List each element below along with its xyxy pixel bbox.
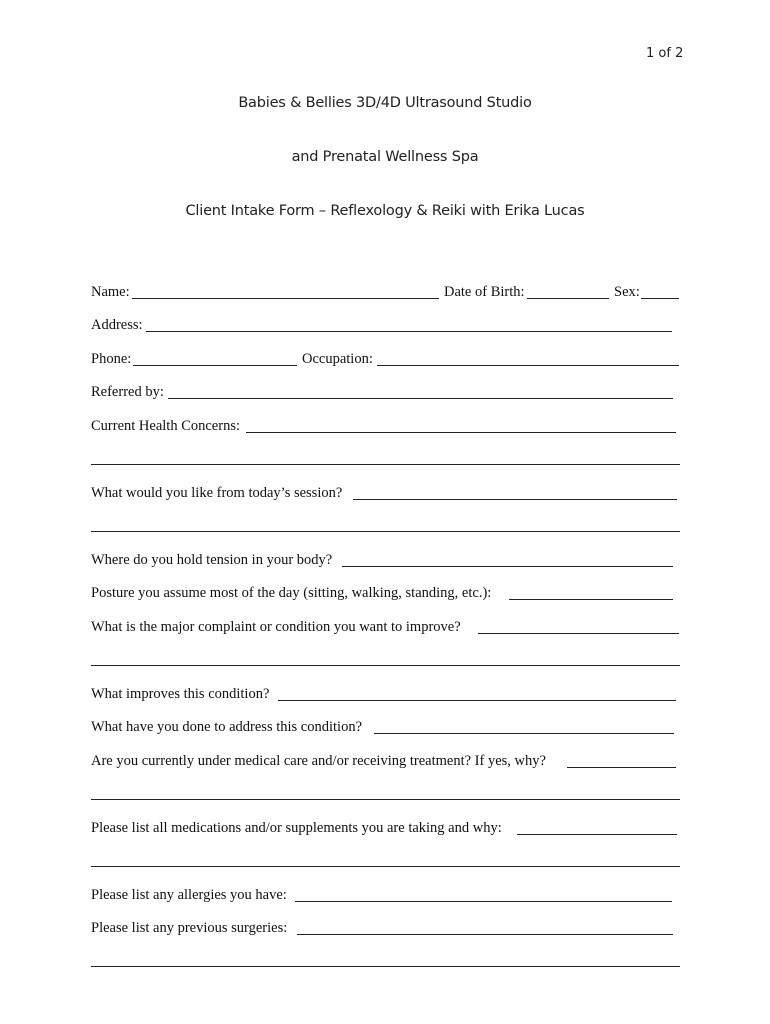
addressed-field[interactable] (374, 733, 674, 734)
medical-care-label: Are you currently under medical care and/or receiving treatment? If yes, why? (91, 753, 546, 769)
medications-label: Please list all medications and/or supplements you are taking and why: (91, 820, 502, 836)
improves-field[interactable] (278, 700, 676, 701)
surgeries-continuation[interactable] (91, 966, 680, 967)
surgeries-field[interactable] (297, 934, 673, 935)
improves-label: What improves this condition? (91, 686, 270, 702)
session-goal-label: What would you like from today’s session? (91, 485, 343, 501)
posture-label: Posture you assume most of the day (sitting, walking, standing, etc.): (91, 585, 492, 601)
posture-field[interactable] (509, 599, 673, 600)
addressed-label: What have you done to address this condition? (91, 719, 363, 735)
referred-field[interactable] (168, 398, 673, 399)
phone-label: Phone: (91, 351, 132, 367)
name-field[interactable] (132, 298, 439, 299)
studio-subtitle: and Prenatal Wellness Spa (291, 149, 479, 165)
complaint-field[interactable] (478, 633, 679, 634)
health-concerns-label: Current Health Concerns: (91, 418, 240, 434)
name-row (91, 282, 130, 302)
referred-label: Referred by: (91, 384, 164, 400)
health-concerns-continuation[interactable] (91, 464, 680, 465)
medical-care-field[interactable] (567, 767, 676, 768)
dob-field[interactable] (527, 298, 609, 299)
complaint-label: What is the major complaint or condition you want to improve? (91, 619, 461, 635)
sex-field[interactable] (641, 298, 679, 299)
session-goal-field[interactable] (353, 499, 677, 500)
allergies-field[interactable] (295, 901, 672, 902)
tension-label: Where do you hold tension in your body? (91, 552, 333, 568)
medications-field[interactable] (517, 834, 677, 835)
studio-name: Babies & Bellies 3D/4D Ultrasound Studio (238, 95, 532, 111)
page-number: 1 of 2 (646, 46, 684, 61)
medications-continuation[interactable] (91, 866, 680, 867)
dob-label: Date of Birth: (444, 284, 525, 300)
name-label: Name: (91, 284, 130, 300)
session-goal-continuation[interactable] (91, 531, 680, 532)
medical-care-continuation[interactable] (91, 799, 680, 800)
phone-field[interactable] (133, 365, 297, 366)
address-field[interactable] (146, 331, 672, 332)
sex-label: Sex: (614, 284, 640, 300)
surgeries-label: Please list any previous surgeries: (91, 920, 288, 936)
address-label: Address: (91, 317, 143, 333)
occupation-label: Occupation: (302, 351, 373, 367)
health-concerns-field[interactable] (246, 432, 676, 433)
occupation-field[interactable] (377, 365, 679, 366)
form-title: Client Intake Form – Reflexology & Reiki with Erika Lucas (185, 203, 585, 219)
tension-field[interactable] (342, 566, 673, 567)
complaint-continuation[interactable] (91, 665, 680, 666)
allergies-label: Please list any allergies you have: (91, 887, 287, 903)
